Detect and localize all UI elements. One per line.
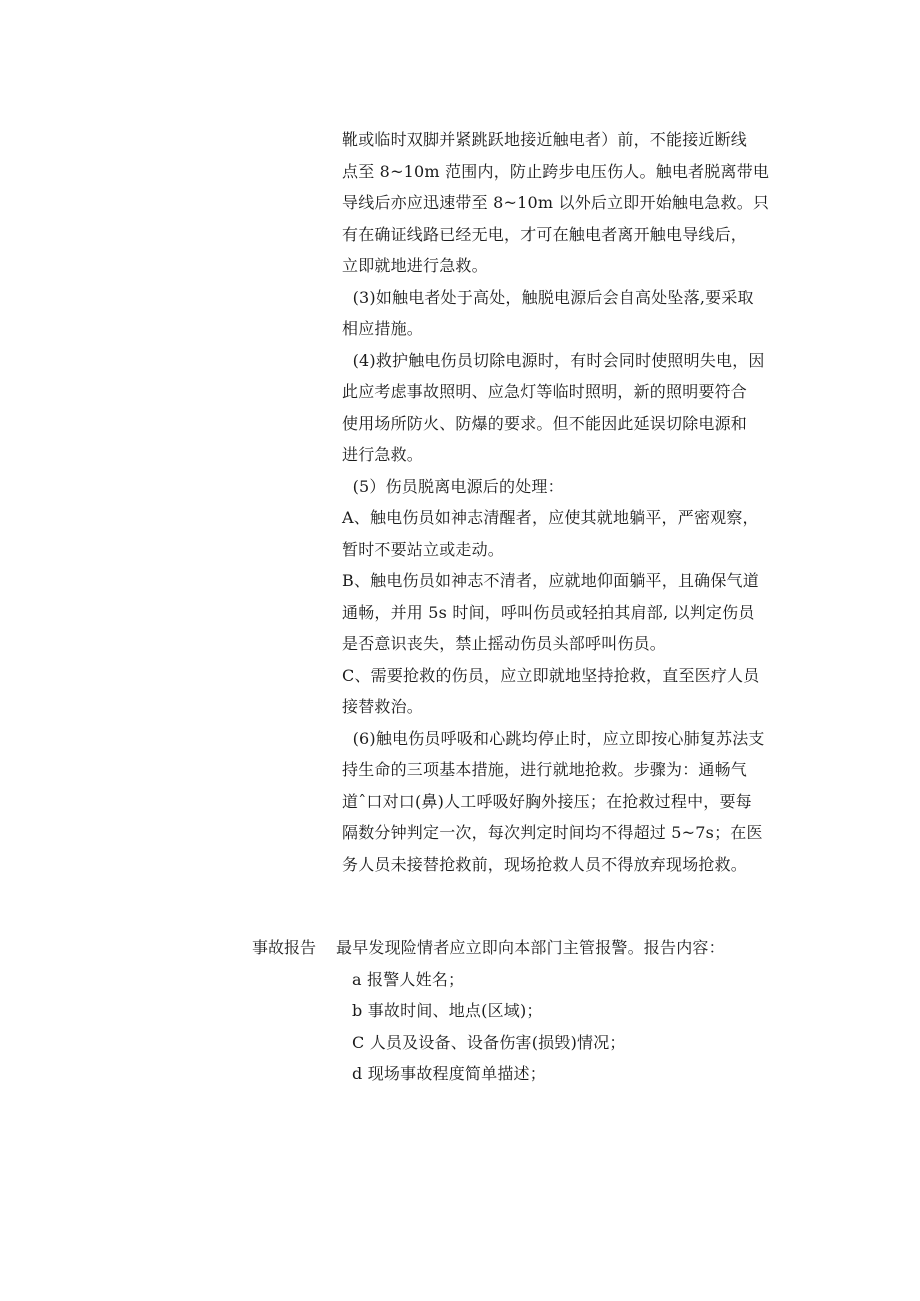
paragraph	[342, 345, 802, 471]
paragraph	[342, 660, 802, 723]
report-item: b 事故时间、地点(区域)；	[352, 1001, 543, 1020]
report-row	[252, 932, 812, 1090]
text-line: 立即就地进行急救。	[342, 256, 488, 275]
text-line: 暂时不要站立或走动。	[342, 539, 505, 559]
accident-report-section	[252, 932, 812, 1090]
text-line: 相应措施。	[342, 319, 424, 338]
text-line: 进行急救。	[342, 445, 424, 464]
paragraph	[342, 282, 802, 345]
text-line: 靴或临时双脚并紧跳跃地接近触电者）前，不能接近断线	[342, 130, 748, 149]
text-line: (6)触电伤员呼吸和心跳均停止时，应立即按心肺复苏法支	[342, 728, 765, 748]
text-line: 通畅，并用 5s 时间，呼叫伤员或轻拍其肩部, 以判定伤员	[342, 602, 755, 622]
text-line: 使用场所防火、防爆的要求。但不能因此延误切除电源和	[342, 413, 748, 433]
text-line: (3)如触电者处于高处，触脱电源后会自高处坠落,要采取	[342, 287, 754, 307]
text-line: 有在确证线路已经无电，才可在触电者离开触电导线后，	[342, 224, 748, 244]
paragraph	[342, 124, 802, 282]
text-line: 点至 8~10m 范围内，防止跨步电压伤人。触电者脱离带电	[342, 161, 770, 181]
text-line: 道ˆ口对口(鼻)人工呼吸好胸外接压；在抢救过程中，要每	[342, 791, 752, 811]
text-line: 此应考虑事故照明、应急灯等临时照明，新的照明要符合	[342, 382, 748, 401]
text-line: 持生命的三项基本措施，进行就地抢救。步骤为：通畅气	[342, 760, 748, 779]
paragraph	[342, 723, 802, 881]
paragraph	[342, 502, 802, 565]
text-line: 导线后亦应迅速带至 8~10m 以外后立即开始触电急救。只	[342, 193, 770, 212]
document-body	[342, 124, 802, 880]
text-line: (4)救护触电伤员切除电源时，有时会同时使照明失电，因	[342, 350, 765, 370]
text-line: 务人员未接替抢救前，现场抢救人员不得放弃现场抢救。	[342, 854, 748, 874]
text-line: 是否意识丧失，禁止摇动伤员头部呼叫伤员。	[342, 634, 667, 653]
text-line: 接替救治。	[342, 697, 424, 716]
report-body	[336, 932, 812, 1090]
report-item: a 报警人姓名；	[352, 969, 465, 989]
report-item: d 现场事故程度简单描述；	[352, 1064, 546, 1083]
report-label: 事故报告	[252, 938, 317, 957]
report-item: C 人员及设备、设备伤害(损毁)情况；	[352, 1032, 626, 1052]
text-line: B、触电伤员如神志不清者，应就地仰面躺平，且确保气道	[342, 571, 759, 590]
text-line: A、触电伤员如神志清醒者，应使其就地躺平，严密观察，	[342, 508, 759, 527]
report-intro: 最早发现险情者应立即向本部门主管报警。报告内容：	[336, 938, 725, 957]
text-line: (5）伤员脱离电源后的处理：	[342, 476, 564, 496]
paragraph	[342, 565, 802, 660]
paragraph	[342, 471, 802, 503]
report-items	[336, 964, 812, 1090]
text-line: C、需要抢救的伤员，应立即就地坚持抢救，直至医疗人员	[342, 665, 760, 685]
text-line: 隔数分钟判定一次，每次判定时间均不得超过 5~7s；在医	[342, 823, 763, 842]
